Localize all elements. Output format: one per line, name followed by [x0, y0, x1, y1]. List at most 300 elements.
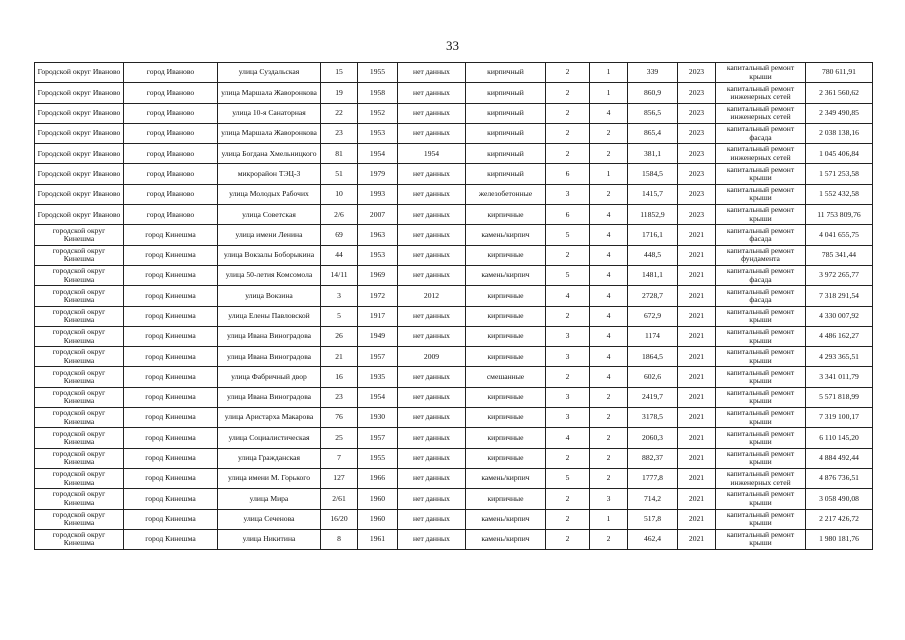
- municipality-cell: городской округ Кинешма: [35, 428, 124, 448]
- settlement-cell: город Кинешма: [124, 448, 218, 468]
- build-year-cell: 1960: [358, 509, 398, 529]
- cost-cell: 7 319 100,17: [806, 408, 873, 428]
- wall-material-cell: кирпичные: [466, 489, 546, 509]
- overhaul-year-cell: нет данных: [398, 387, 466, 407]
- settlement-cell: город Кинешма: [124, 509, 218, 529]
- house-number-cell: 69: [321, 225, 358, 245]
- plan-year-cell: 2021: [678, 347, 716, 367]
- table-row: [35, 509, 873, 529]
- settlement-cell: город Кинешма: [124, 245, 218, 265]
- settlement-cell: город Кинешма: [124, 225, 218, 245]
- area-cell: 1777,8: [628, 468, 678, 488]
- house-number-cell: 16: [321, 367, 358, 387]
- build-year-cell: 2007: [358, 205, 398, 225]
- house-number-cell: 19: [321, 83, 358, 103]
- entrances-cell: 2: [590, 144, 628, 164]
- wall-material-cell: кирпичный: [466, 83, 546, 103]
- settlement-cell: город Иваново: [124, 123, 218, 143]
- overhaul-year-cell: нет данных: [398, 245, 466, 265]
- settlement-cell: город Иваново: [124, 164, 218, 184]
- entrances-cell: 4: [590, 103, 628, 123]
- plan-year-cell: 2023: [678, 205, 716, 225]
- cost-cell: 2 361 560,62: [806, 83, 873, 103]
- street-cell: улица имени Ленина: [218, 225, 321, 245]
- plan-year-cell: 2021: [678, 408, 716, 428]
- build-year-cell: 1961: [358, 529, 398, 549]
- area-cell: 860,9: [628, 83, 678, 103]
- street-cell: улица Молодых Рабочих: [218, 184, 321, 204]
- cost-cell: 7 318 291,54: [806, 286, 873, 306]
- plan-year-cell: 2021: [678, 265, 716, 285]
- wall-material-cell: камень/кирпич: [466, 225, 546, 245]
- street-cell: улица 10-я Санаторная: [218, 103, 321, 123]
- street-cell: улица Маршала Жаворонкова: [218, 83, 321, 103]
- entrances-cell: 4: [590, 367, 628, 387]
- table-row: [35, 286, 873, 306]
- settlement-cell: город Кинешма: [124, 428, 218, 448]
- repair-type-cell: капитальный ремонт фасада: [716, 265, 806, 285]
- area-cell: 882,37: [628, 448, 678, 468]
- entrances-cell: 4: [590, 306, 628, 326]
- build-year-cell: 1969: [358, 265, 398, 285]
- repair-type-cell: капитальный ремонт инженерных сетей: [716, 144, 806, 164]
- entrances-cell: 4: [590, 225, 628, 245]
- build-year-cell: 1954: [358, 144, 398, 164]
- house-number-cell: 51: [321, 164, 358, 184]
- municipality-cell: городской округ Кинешма: [35, 306, 124, 326]
- area-cell: 714,2: [628, 489, 678, 509]
- settlement-cell: город Кинешма: [124, 326, 218, 346]
- municipality-cell: городской округ Кинешма: [35, 387, 124, 407]
- street-cell: улица Советская: [218, 205, 321, 225]
- area-cell: 672,9: [628, 306, 678, 326]
- plan-year-cell: 2023: [678, 184, 716, 204]
- floors-cell: 5: [546, 225, 590, 245]
- build-year-cell: 1953: [358, 245, 398, 265]
- table-row: [35, 144, 873, 164]
- municipality-cell: городской округ Кинешма: [35, 347, 124, 367]
- table-row: [35, 367, 873, 387]
- overhaul-year-cell: нет данных: [398, 123, 466, 143]
- build-year-cell: 1979: [358, 164, 398, 184]
- house-number-cell: 14/11: [321, 265, 358, 285]
- settlement-cell: город Кинешма: [124, 529, 218, 549]
- build-year-cell: 1953: [358, 123, 398, 143]
- floors-cell: 6: [546, 205, 590, 225]
- overhaul-year-cell: нет данных: [398, 428, 466, 448]
- house-number-cell: 21: [321, 347, 358, 367]
- plan-year-cell: 2021: [678, 448, 716, 468]
- wall-material-cell: кирпичные: [466, 347, 546, 367]
- street-cell: улица Маршала Жаворонкова: [218, 123, 321, 143]
- wall-material-cell: кирпичный: [466, 164, 546, 184]
- repair-type-cell: капитальный ремонт крыши: [716, 367, 806, 387]
- table-row: [35, 408, 873, 428]
- street-cell: улица Фабричный двор: [218, 367, 321, 387]
- settlement-cell: город Иваново: [124, 144, 218, 164]
- floors-cell: 3: [546, 408, 590, 428]
- floors-cell: 5: [546, 468, 590, 488]
- cost-cell: 1 045 406,84: [806, 144, 873, 164]
- cost-cell: 4 486 162,27: [806, 326, 873, 346]
- street-cell: улица Вокзина: [218, 286, 321, 306]
- street-cell: улица Ивана Виноградова: [218, 347, 321, 367]
- overhaul-year-cell: нет данных: [398, 509, 466, 529]
- cost-cell: 4 884 492,44: [806, 448, 873, 468]
- cost-cell: 11 753 809,76: [806, 205, 873, 225]
- settlement-cell: город Кинешма: [124, 387, 218, 407]
- cost-cell: 4 330 007,92: [806, 306, 873, 326]
- plan-year-cell: 2021: [678, 367, 716, 387]
- table-row: [35, 448, 873, 468]
- table-row: [35, 63, 873, 83]
- settlement-cell: город Кинешма: [124, 347, 218, 367]
- street-cell: улица Социалистическая: [218, 428, 321, 448]
- house-number-cell: 3: [321, 286, 358, 306]
- build-year-cell: 1966: [358, 468, 398, 488]
- house-number-cell: 44: [321, 245, 358, 265]
- settlement-cell: город Кинешма: [124, 286, 218, 306]
- repair-type-cell: капитальный ремонт инженерных сетей: [716, 83, 806, 103]
- area-cell: 381,1: [628, 144, 678, 164]
- municipality-cell: городской округ Кинешма: [35, 225, 124, 245]
- area-cell: 1481,1: [628, 265, 678, 285]
- table-row: [35, 387, 873, 407]
- area-cell: 2728,7: [628, 286, 678, 306]
- plan-year-cell: 2023: [678, 144, 716, 164]
- house-number-cell: 5: [321, 306, 358, 326]
- house-number-cell: 23: [321, 387, 358, 407]
- plan-year-cell: 2023: [678, 103, 716, 123]
- area-cell: 1716,1: [628, 225, 678, 245]
- house-number-cell: 23: [321, 123, 358, 143]
- build-year-cell: 1955: [358, 448, 398, 468]
- wall-material-cell: кирпичные: [466, 245, 546, 265]
- municipality-cell: Городской округ Иваново: [35, 205, 124, 225]
- floors-cell: 2: [546, 103, 590, 123]
- entrances-cell: 2: [590, 428, 628, 448]
- repair-type-cell: капитальный ремонт крыши: [716, 306, 806, 326]
- area-cell: 602,6: [628, 367, 678, 387]
- housing-repair-table: [34, 62, 873, 550]
- repair-type-cell: капитальный ремонт крыши: [716, 408, 806, 428]
- wall-material-cell: кирпичные: [466, 428, 546, 448]
- house-number-cell: 127: [321, 468, 358, 488]
- overhaul-year-cell: нет данных: [398, 367, 466, 387]
- floors-cell: 2: [546, 489, 590, 509]
- table-row: [35, 326, 873, 346]
- repair-type-cell: капитальный ремонт крыши: [716, 164, 806, 184]
- area-cell: 2419,7: [628, 387, 678, 407]
- table-row: [35, 489, 873, 509]
- entrances-cell: 2: [590, 184, 628, 204]
- plan-year-cell: 2023: [678, 83, 716, 103]
- entrances-cell: 4: [590, 326, 628, 346]
- build-year-cell: 1955: [358, 63, 398, 83]
- entrances-cell: 2: [590, 529, 628, 549]
- page-number: 33: [446, 38, 459, 53]
- wall-material-cell: смешанные: [466, 367, 546, 387]
- entrances-cell: 1: [590, 63, 628, 83]
- house-number-cell: 16/20: [321, 509, 358, 529]
- wall-material-cell: кирпичный: [466, 123, 546, 143]
- repair-type-cell: капитальный ремонт фасада: [716, 123, 806, 143]
- floors-cell: 2: [546, 63, 590, 83]
- floors-cell: 2: [546, 123, 590, 143]
- table-row: [35, 306, 873, 326]
- area-cell: 856,5: [628, 103, 678, 123]
- entrances-cell: 4: [590, 286, 628, 306]
- table-row: [35, 123, 873, 143]
- cost-cell: 2 349 490,85: [806, 103, 873, 123]
- repair-type-cell: капитальный ремонт инженерных сетей: [716, 468, 806, 488]
- wall-material-cell: кирпичный: [466, 144, 546, 164]
- overhaul-year-cell: нет данных: [398, 205, 466, 225]
- entrances-cell: 4: [590, 347, 628, 367]
- floors-cell: 3: [546, 387, 590, 407]
- wall-material-cell: железобетонные: [466, 184, 546, 204]
- plan-year-cell: 2021: [678, 509, 716, 529]
- entrances-cell: 4: [590, 205, 628, 225]
- table-row: [35, 103, 873, 123]
- municipality-cell: Городской округ Иваново: [35, 83, 124, 103]
- overhaul-year-cell: нет данных: [398, 103, 466, 123]
- municipality-cell: городской округ Кинешма: [35, 408, 124, 428]
- plan-year-cell: 2021: [678, 225, 716, 245]
- table-row: [35, 225, 873, 245]
- area-cell: 462,4: [628, 529, 678, 549]
- floors-cell: 2: [546, 529, 590, 549]
- house-number-cell: 10: [321, 184, 358, 204]
- overhaul-year-cell: нет данных: [398, 448, 466, 468]
- table-row: [35, 347, 873, 367]
- build-year-cell: 1957: [358, 428, 398, 448]
- overhaul-year-cell: нет данных: [398, 63, 466, 83]
- floors-cell: 2: [546, 83, 590, 103]
- settlement-cell: город Кинешма: [124, 306, 218, 326]
- street-cell: улица Аристарха Макарова: [218, 408, 321, 428]
- cost-cell: 3 058 490,08: [806, 489, 873, 509]
- table-row: [35, 83, 873, 103]
- overhaul-year-cell: нет данных: [398, 489, 466, 509]
- settlement-cell: город Кинешма: [124, 265, 218, 285]
- build-year-cell: 1917: [358, 306, 398, 326]
- plan-year-cell: 2021: [678, 286, 716, 306]
- cost-cell: 3 341 011,79: [806, 367, 873, 387]
- street-cell: улица имени М. Горького: [218, 468, 321, 488]
- overhaul-year-cell: нет данных: [398, 83, 466, 103]
- overhaul-year-cell: нет данных: [398, 468, 466, 488]
- overhaul-year-cell: нет данных: [398, 408, 466, 428]
- municipality-cell: Городской округ Иваново: [35, 144, 124, 164]
- repair-type-cell: капитальный ремонт фундамента: [716, 245, 806, 265]
- area-cell: 339: [628, 63, 678, 83]
- street-cell: улица Суздальская: [218, 63, 321, 83]
- municipality-cell: городской округ Кинешма: [35, 286, 124, 306]
- street-cell: улица Гражданская: [218, 448, 321, 468]
- wall-material-cell: кирпичные: [466, 408, 546, 428]
- overhaul-year-cell: нет данных: [398, 326, 466, 346]
- municipality-cell: Городской округ Иваново: [35, 164, 124, 184]
- municipality-cell: городской округ Кинешма: [35, 326, 124, 346]
- cost-cell: 1 571 253,58: [806, 164, 873, 184]
- floors-cell: 2: [546, 509, 590, 529]
- repair-type-cell: капитальный ремонт инженерных сетей: [716, 103, 806, 123]
- floors-cell: 3: [546, 184, 590, 204]
- settlement-cell: город Иваново: [124, 103, 218, 123]
- area-cell: 3178,5: [628, 408, 678, 428]
- municipality-cell: городской округ Кинешма: [35, 448, 124, 468]
- settlement-cell: город Кинешма: [124, 367, 218, 387]
- table-row: [35, 245, 873, 265]
- street-cell: улица Сеченова: [218, 509, 321, 529]
- repair-type-cell: капитальный ремонт крыши: [716, 63, 806, 83]
- build-year-cell: 1993: [358, 184, 398, 204]
- cost-cell: 3 972 265,77: [806, 265, 873, 285]
- settlement-cell: город Кинешма: [124, 468, 218, 488]
- settlement-cell: город Кинешма: [124, 408, 218, 428]
- repair-type-cell: капитальный ремонт крыши: [716, 205, 806, 225]
- plan-year-cell: 2023: [678, 123, 716, 143]
- house-number-cell: 7: [321, 448, 358, 468]
- plan-year-cell: 2021: [678, 326, 716, 346]
- plan-year-cell: 2023: [678, 63, 716, 83]
- cost-cell: 1 980 181,76: [806, 529, 873, 549]
- table-row: [35, 468, 873, 488]
- municipality-cell: Городской округ Иваново: [35, 123, 124, 143]
- cost-cell: 785 341,44: [806, 245, 873, 265]
- floors-cell: 2: [546, 245, 590, 265]
- build-year-cell: 1935: [358, 367, 398, 387]
- wall-material-cell: кирпичные: [466, 326, 546, 346]
- table-row: [35, 205, 873, 225]
- street-cell: улица Никитина: [218, 529, 321, 549]
- entrances-cell: 4: [590, 265, 628, 285]
- floors-cell: 3: [546, 326, 590, 346]
- settlement-cell: город Кинешма: [124, 489, 218, 509]
- cost-cell: 2 038 138,16: [806, 123, 873, 143]
- build-year-cell: 1960: [358, 489, 398, 509]
- cost-cell: 4 041 655,75: [806, 225, 873, 245]
- municipality-cell: Городской округ Иваново: [35, 103, 124, 123]
- entrances-cell: 4: [590, 245, 628, 265]
- repair-type-cell: капитальный ремонт крыши: [716, 184, 806, 204]
- house-number-cell: 25: [321, 428, 358, 448]
- overhaul-year-cell: 2009: [398, 347, 466, 367]
- floors-cell: 2: [546, 306, 590, 326]
- build-year-cell: 1930: [358, 408, 398, 428]
- table-row: [35, 529, 873, 549]
- area-cell: 11852,9: [628, 205, 678, 225]
- build-year-cell: 1949: [358, 326, 398, 346]
- build-year-cell: 1958: [358, 83, 398, 103]
- repair-type-cell: капитальный ремонт крыши: [716, 326, 806, 346]
- repair-type-cell: капитальный ремонт фасада: [716, 225, 806, 245]
- cost-cell: 2 217 426,72: [806, 509, 873, 529]
- house-number-cell: 76: [321, 408, 358, 428]
- area-cell: 1864,5: [628, 347, 678, 367]
- entrances-cell: 1: [590, 509, 628, 529]
- plan-year-cell: 2021: [678, 245, 716, 265]
- settlement-cell: город Иваново: [124, 63, 218, 83]
- house-number-cell: 15: [321, 63, 358, 83]
- municipality-cell: городской округ Кинешма: [35, 489, 124, 509]
- cost-cell: 6 110 145,20: [806, 428, 873, 448]
- settlement-cell: город Иваново: [124, 205, 218, 225]
- build-year-cell: 1963: [358, 225, 398, 245]
- area-cell: 1584,5: [628, 164, 678, 184]
- municipality-cell: городской округ Кинешма: [35, 265, 124, 285]
- municipality-cell: городской округ Кинешма: [35, 245, 124, 265]
- table-row: [35, 164, 873, 184]
- street-cell: улица Мира: [218, 489, 321, 509]
- floors-cell: 5: [546, 265, 590, 285]
- repair-type-cell: капитальный ремонт крыши: [716, 529, 806, 549]
- floors-cell: 2: [546, 144, 590, 164]
- plan-year-cell: 2021: [678, 529, 716, 549]
- area-cell: 865,4: [628, 123, 678, 143]
- entrances-cell: 1: [590, 83, 628, 103]
- house-number-cell: 26: [321, 326, 358, 346]
- plan-year-cell: 2023: [678, 164, 716, 184]
- wall-material-cell: кирпичный: [466, 103, 546, 123]
- overhaul-year-cell: 2012: [398, 286, 466, 306]
- build-year-cell: 1972: [358, 286, 398, 306]
- wall-material-cell: камень/кирпич: [466, 529, 546, 549]
- wall-material-cell: камень/кирпич: [466, 509, 546, 529]
- settlement-cell: город Иваново: [124, 184, 218, 204]
- entrances-cell: 2: [590, 468, 628, 488]
- municipality-cell: городской округ Кинешма: [35, 509, 124, 529]
- wall-material-cell: кирпичные: [466, 306, 546, 326]
- overhaul-year-cell: нет данных: [398, 529, 466, 549]
- table-row: [35, 428, 873, 448]
- overhaul-year-cell: 1954: [398, 144, 466, 164]
- municipality-cell: Городской округ Иваново: [35, 184, 124, 204]
- cost-cell: 1 552 432,58: [806, 184, 873, 204]
- wall-material-cell: камень/кирпич: [466, 468, 546, 488]
- floors-cell: 4: [546, 286, 590, 306]
- street-cell: улица Ивана Виноградова: [218, 387, 321, 407]
- table-row: [35, 265, 873, 285]
- wall-material-cell: камень/кирпич: [466, 265, 546, 285]
- entrances-cell: 2: [590, 408, 628, 428]
- municipality-cell: Городской округ Иваново: [35, 63, 124, 83]
- entrances-cell: 3: [590, 489, 628, 509]
- wall-material-cell: кирпичные: [466, 387, 546, 407]
- repair-type-cell: капитальный ремонт крыши: [716, 448, 806, 468]
- municipality-cell: городской округ Кинешма: [35, 367, 124, 387]
- house-number-cell: 22: [321, 103, 358, 123]
- floors-cell: 6: [546, 164, 590, 184]
- plan-year-cell: 2021: [678, 489, 716, 509]
- area-cell: 517,8: [628, 509, 678, 529]
- overhaul-year-cell: нет данных: [398, 306, 466, 326]
- cost-cell: 780 611,91: [806, 63, 873, 83]
- overhaul-year-cell: нет данных: [398, 184, 466, 204]
- overhaul-year-cell: нет данных: [398, 225, 466, 245]
- municipality-cell: городской округ Кинешма: [35, 468, 124, 488]
- house-number-cell: 81: [321, 144, 358, 164]
- entrances-cell: 1: [590, 164, 628, 184]
- repair-type-cell: капитальный ремонт фасада: [716, 286, 806, 306]
- floors-cell: 3: [546, 347, 590, 367]
- house-number-cell: 2/6: [321, 205, 358, 225]
- floors-cell: 2: [546, 448, 590, 468]
- build-year-cell: 1954: [358, 387, 398, 407]
- overhaul-year-cell: нет данных: [398, 265, 466, 285]
- table-row: [35, 184, 873, 204]
